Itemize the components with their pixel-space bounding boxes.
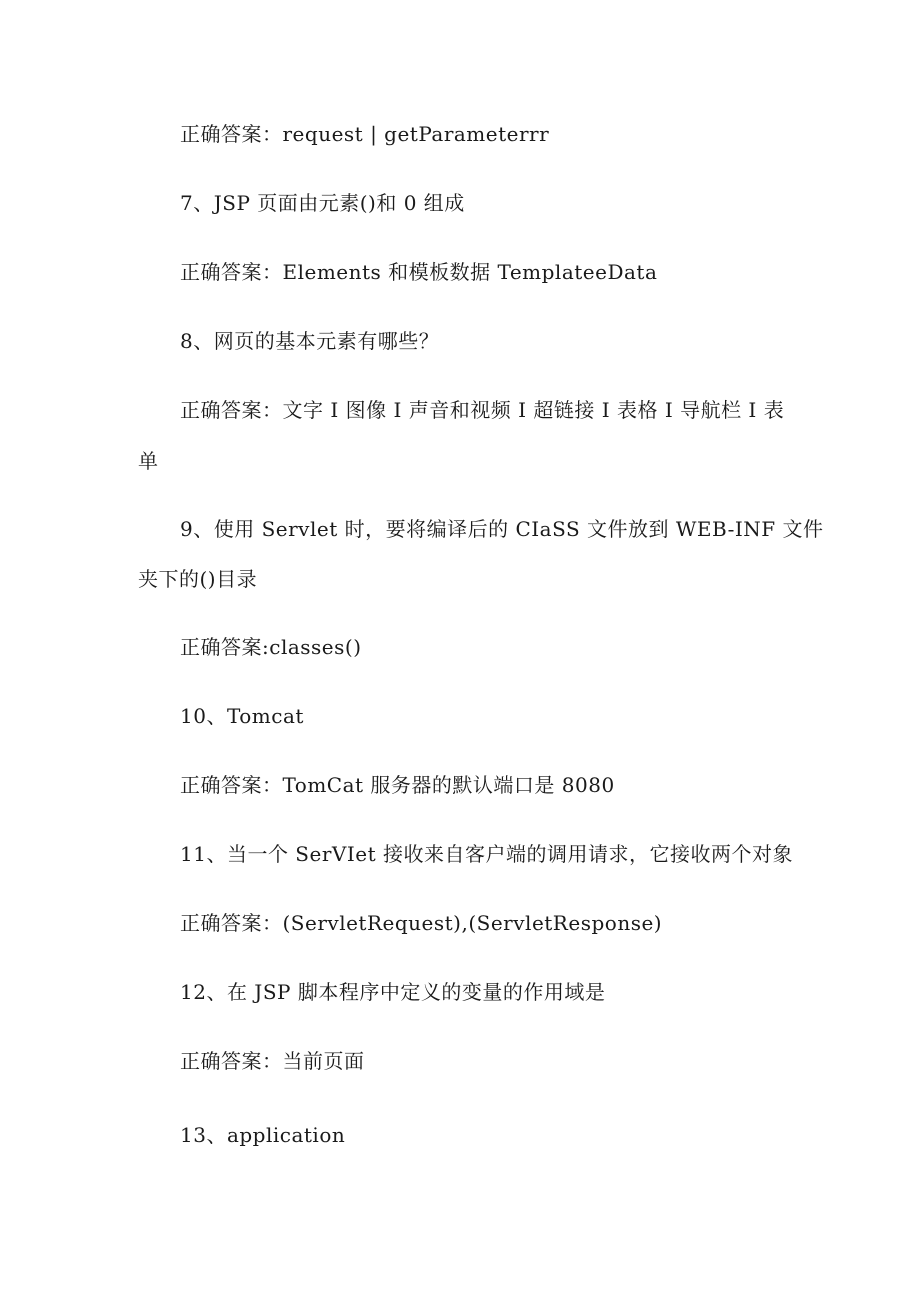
question-line: 13、application — [180, 1123, 346, 1147]
answer-line: 正确答案：TomCat 服务器的默认端口是 8080 — [180, 773, 615, 797]
answer-line: 正确答案：(ServletRequest),(ServletResponse) — [180, 911, 663, 935]
answer-line: 正确答案：Elements 和模板数据 TemplateeData — [180, 260, 658, 284]
question-line: 9、使用 Servlet 时，要将编译后的 CIaSS 文件放到 WEB-INF 文件 — [180, 517, 824, 541]
answer-line: 正确答案:classes() — [180, 635, 362, 659]
question-line-continuation: 夹下的()目录 — [138, 567, 258, 591]
question-line: 10、Tomcat — [180, 704, 304, 728]
question-line: 12、在 JSP 脚本程序中定义的变量的作用域是 — [180, 980, 606, 1004]
answer-line: 正确答案：request | getParameterrr — [180, 122, 550, 146]
answer-line-continuation: 单 — [138, 449, 159, 473]
question-line: 8、网页的基本元素有哪些？ — [180, 329, 440, 353]
answer-line: 正确答案：文字 I 图像 I 声音和视频 I 超链接 I 表格 I 导航栏 I 表 — [180, 398, 785, 422]
question-line: 11、当一个 SerVIet 接收来自客户端的调用请求，它接收两个对象 — [180, 842, 793, 866]
answer-line: 正确答案：当前页面 — [180, 1049, 365, 1073]
question-line: 7、JSP 页面由元素()和 0 组成 — [180, 191, 465, 215]
